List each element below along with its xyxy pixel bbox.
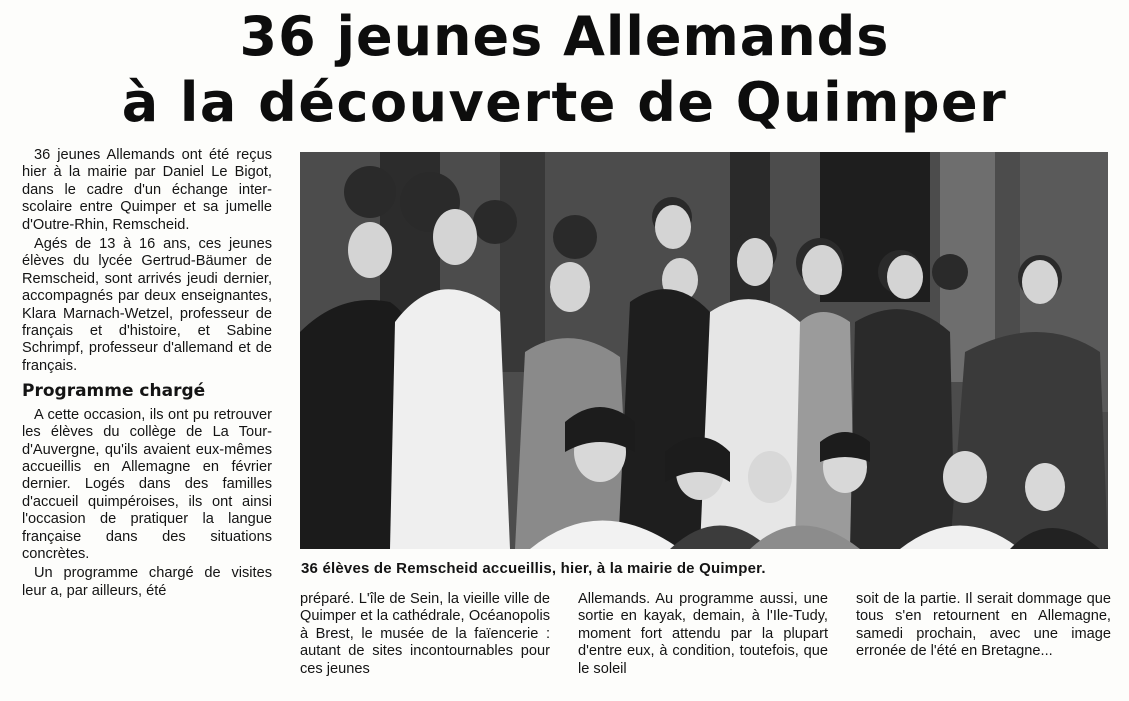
article-column-2 [300,591,550,678]
paragraph-intro: 36 jeunes Allemands ont été reçus hier à la mairie par Daniel Le Bigot, dans le cadre d'un échange inter-scolaire entre Quimper et sa jumelle d'Outre-Rhin, Remscheid. [22,147,272,233]
paragraph-occasion: A cette occasion, ils ont pu retrouver les élèves du collège de La Tour-d'Auvergne, qu'ils avaient eux-mêmes accueillis en Allemagne en février dernier. Logés dans des familles d'accueil quimpéroises, ils ont ainsi l'occasion de pratiquer la langue française dans des situations concrètes. [22,406,272,562]
paragraph-kayak: Allemands. Au programme aussi, une sortie en kayak, demain, à l'Ile-Tudy, moment fort attendu par la plupart d'entre eux, à condition, toutefois, que le soleil [578,591,828,677]
photo-caption: 36 élèves de Remscheid accueillis, hier, à la mairie de Quimper. [301,560,766,577]
paragraph-students: Agés de 13 à 16 ans, ces jeunes élèves du lycée Gertrud-Bäumer de Remscheid, sont arrivés jeudi dernier, accompagnés par deux enseignantes, Klara Marnach-Wetzel, professeur de français et d'histoire, et Sabine Schrimpf, professeur d'allemand et de français. [22,236,272,374]
paragraph-sites: préparé. L'île de Sein, la vieille ville de Quimper et la cathédrale, Océanopolis à Brest, le musée de la faïencerie : autant de sites incontournables pour ces jeunes [300,591,550,677]
headline-line-1: 36 jeunes Allemands [239,5,890,68]
article-column-4 [856,591,1111,661]
article-column-3 [578,591,828,678]
paragraph-programme: Un programme chargé de visites leur a, par ailleurs, été [22,565,272,599]
headline-line-2: à la découverte de Quimper [121,71,1008,134]
paragraph-weather: soit de la partie. Il serait dommage que tous s'en retournent en Allemagne, samedi prochain, avec une image erronée de l'été en Bretagne... [856,591,1111,660]
subheading: Programme chargé [22,381,206,402]
group-photo [300,152,1108,549]
group-photo-illustration [300,152,1108,549]
article-column-1 [22,147,272,600]
